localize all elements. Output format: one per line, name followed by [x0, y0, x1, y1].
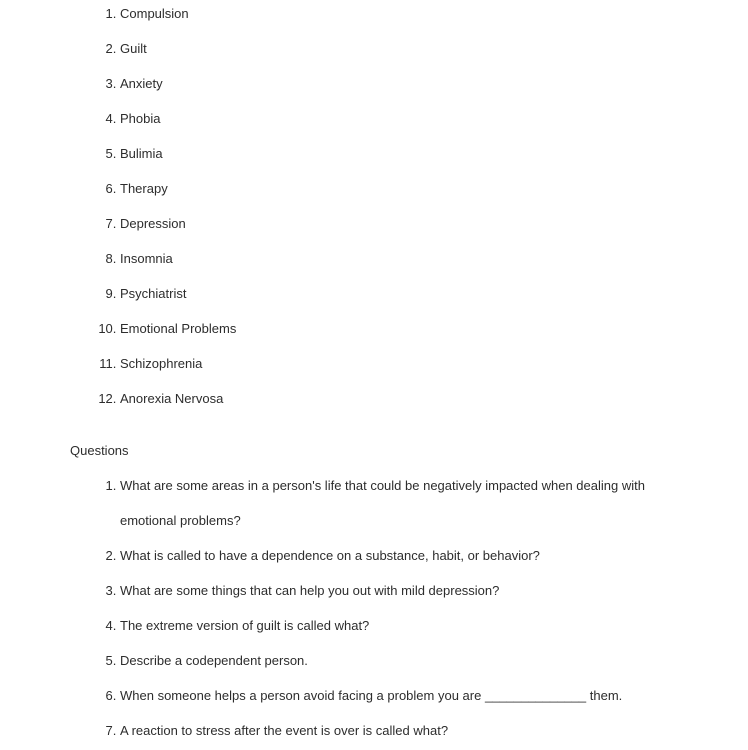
questions-heading: Questions	[70, 443, 129, 458]
question-item-3: 3. What are some things that can help you out with mild depression?	[120, 573, 692, 608]
vocab-item-2: 2. Guilt	[120, 31, 748, 66]
question-item-6: 6. When someone helps a person avoid facing a problem you are ______________ them.	[120, 678, 692, 713]
vocab-item-3: 3. Anxiety	[120, 66, 748, 101]
vocab-item-10: 10. Emotional Problems	[120, 311, 748, 346]
question-item-1: 1. What are some areas in a person's life that could be negatively impacted when dealing with emotional problems?	[120, 468, 692, 538]
vocab-item-5: 5. Bulimia	[120, 136, 748, 171]
question-item-4: 4. The extreme version of guilt is called what?	[120, 608, 692, 643]
question-item-2: 2. What is called to have a dependence on a substance, habit, or behavior?	[120, 538, 692, 573]
questions-list	[0, 468, 748, 748]
vocab-item-11: 11. Schizophrenia	[120, 346, 748, 381]
question-item-5: 5. Describe a codependent person.	[120, 643, 692, 678]
vocab-item-7: 7. Depression	[120, 206, 748, 241]
vocab-item-1: 1. Compulsion	[120, 0, 748, 31]
vocab-item-8: 8. Insomnia	[120, 241, 748, 276]
vocab-item-4: 4. Phobia	[120, 101, 748, 136]
vocab-item-6: 6. Therapy	[120, 171, 748, 206]
question-item-7: 7. A reaction to stress after the event is over is called what?	[120, 713, 692, 748]
vocab-item-12: 12. Anorexia Nervosa	[120, 381, 748, 416]
vocab-item-9: 9. Psychiatrist	[120, 276, 748, 311]
